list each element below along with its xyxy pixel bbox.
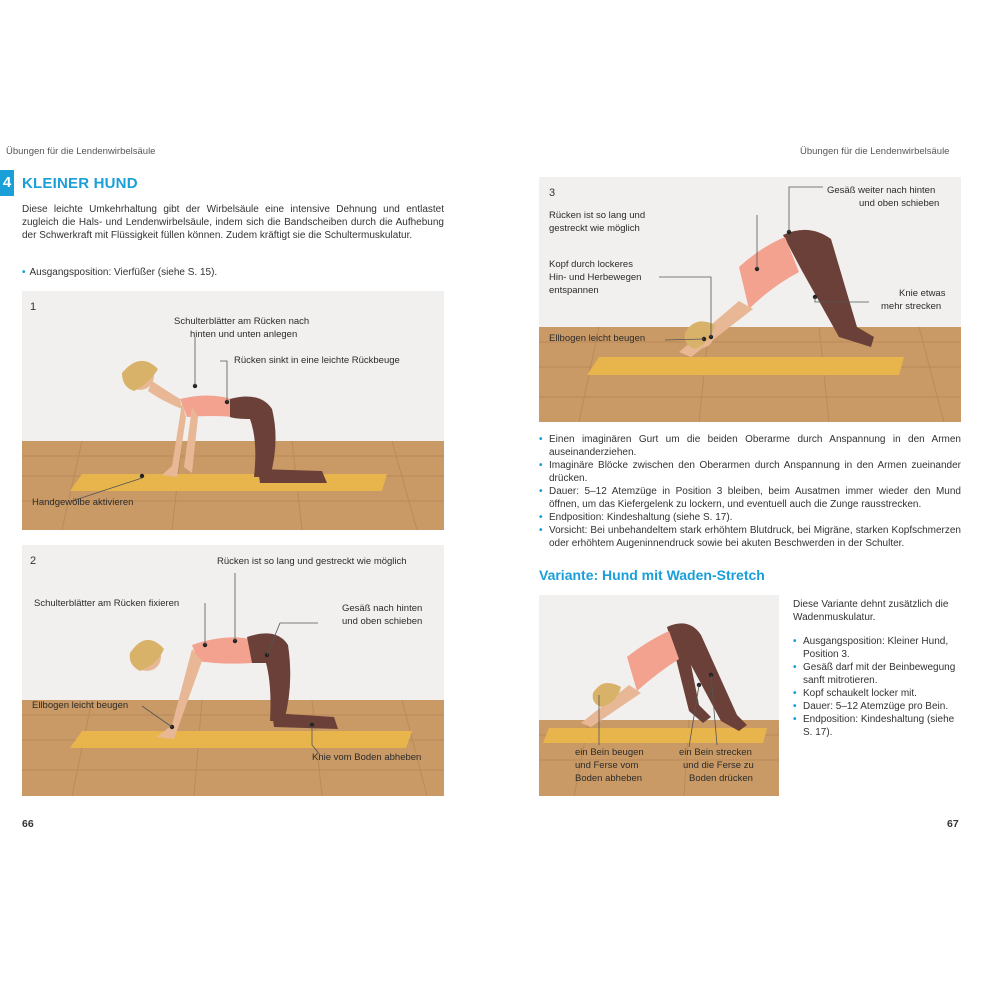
photo-3-label: Hin- und Herbewegen xyxy=(549,272,642,283)
photo-2-label: und oben schieben xyxy=(342,616,423,627)
photo-3-number: 3 xyxy=(549,187,556,199)
variant-item: • Gesäß darf mit der Beinbewegung sanft mitrotieren. xyxy=(793,661,961,687)
photo-2-label: Gesäß nach hinten xyxy=(342,603,423,614)
exercise-photo-3 xyxy=(539,177,961,422)
photo-3-label: Ellbogen leicht beugen xyxy=(549,333,646,344)
instruction-item: • Endposition: Kindeshaltung (siehe S. 17). xyxy=(539,511,961,524)
intro-paragraph: Diese leichte Umkehrhaltung gibt der Wirbelsäule eine intensive Dehnung und entlastet zugleich die Hals- und Lendenwirbelsäule, indem sich die Bandscheiben durch die Aufhebung der Schwerkraft mit Flüssigkeit füllen können. Zudem kräftigt sie die Schultermuskulatur. xyxy=(22,204,444,241)
instruction-item: • Dauer: 5–12 Atemzüge in Position 3 bleiben, beim Ausatmen immer wieder den Mund öffnen, um das Kiefergelenk zu lockern, und eventuell auch die Zunge rausstrecken. xyxy=(539,485,961,511)
photo-3-label: Gesäß weiter nach hinten xyxy=(827,185,936,196)
exercise-photo-2 xyxy=(22,545,444,796)
photo-1-label: Handgewölbe aktivieren xyxy=(32,497,134,508)
bullet-dot: • xyxy=(22,267,26,278)
variant-photo-label: und die Ferse zu xyxy=(683,760,754,771)
variant-photo-label: und Ferse vom xyxy=(575,760,639,771)
variant-item: • Kopf schaukelt locker mit. xyxy=(793,687,961,700)
variant-photo xyxy=(539,595,779,796)
photo-1-number: 1 xyxy=(30,301,37,313)
instruction-list xyxy=(539,433,961,550)
photo-2-label: Schulterblätter am Rücken fixieren xyxy=(34,598,180,609)
photo-2-label: Rücken ist so lang und gestreckt wie möglich xyxy=(217,556,407,567)
photo-2-label: Ellbogen leicht beugen xyxy=(32,700,129,711)
start-position-item xyxy=(22,266,217,279)
variant-list xyxy=(793,635,961,739)
photo-1-label: Schulterblätter am Rücken nach xyxy=(174,316,310,327)
photo-3-label: Rücken ist so lang und xyxy=(549,210,646,221)
section-title: KLEINER HUND xyxy=(22,175,138,192)
start-position-text: Ausgangsposition: Vierfüßer (siehe S. 15). xyxy=(29,267,218,278)
variant-photo-label: ein Bein beugen xyxy=(575,747,644,758)
photo-1-label: hinten und unten anlegen xyxy=(190,329,298,340)
instruction-item: • Imaginäre Blöcke zwischen den Oberarmen durch Anspannung in den Armen zueinander drücken. xyxy=(539,459,961,485)
section-number-badge: 4 xyxy=(0,170,14,196)
photo-1-label: Rücken sinkt in eine leichte Rückbeuge xyxy=(234,355,400,366)
photo-3-label: gestreckt wie möglich xyxy=(549,223,640,234)
photo-2-label: Knie vom Boden abheben xyxy=(312,752,422,763)
variant-item: • Dauer: 5–12 Atemzüge pro Bein. xyxy=(793,700,961,713)
photo-3-label: mehr strecken xyxy=(881,301,942,312)
photo-3-label: und oben schieben xyxy=(859,198,940,209)
variant-item: • Endposition: Kindeshaltung (siehe S. 17). xyxy=(793,713,961,739)
photo-3-label: Kopf durch lockeres xyxy=(549,259,633,270)
exercise-photo-1 xyxy=(22,291,444,530)
variant-title: Variante: Hund mit Waden-Stretch xyxy=(539,567,765,583)
variant-intro: Diese Variante dehnt zusätzlich die Wadenmuskulatur. xyxy=(793,599,949,623)
photo-2-number: 2 xyxy=(30,555,37,567)
instruction-item: • Vorsicht: Bei unbehandeltem stark erhöhtem Blutdruck, bei Migräne, starken Kopfschmerzen oder erhöhtem Augeninnendruck sowie bei akuten Beschwerden in der Schulter. xyxy=(539,524,961,550)
photo-3-label: entspannen xyxy=(549,285,599,296)
instruction-item: • Einen imaginären Gurt um die beiden Oberarme durch Anspannung in den Armen auseinanderziehen. xyxy=(539,433,961,459)
running-header-right: Übungen für die Lendenwirbelsäule xyxy=(800,146,950,157)
variant-photo-label: Boden drücken xyxy=(689,773,753,784)
running-header-left: Übungen für die Lendenwirbelsäule xyxy=(6,146,156,157)
page-number-right: 67 xyxy=(947,818,959,830)
variant-item: • Ausgangsposition: Kleiner Hund, Position 3. xyxy=(793,635,961,661)
variant-photo-label: ein Bein strecken xyxy=(679,747,752,758)
page-number-left: 66 xyxy=(22,818,34,830)
variant-photo-label: Boden abheben xyxy=(575,773,643,784)
photo-3-label: Knie etwas xyxy=(899,288,946,299)
